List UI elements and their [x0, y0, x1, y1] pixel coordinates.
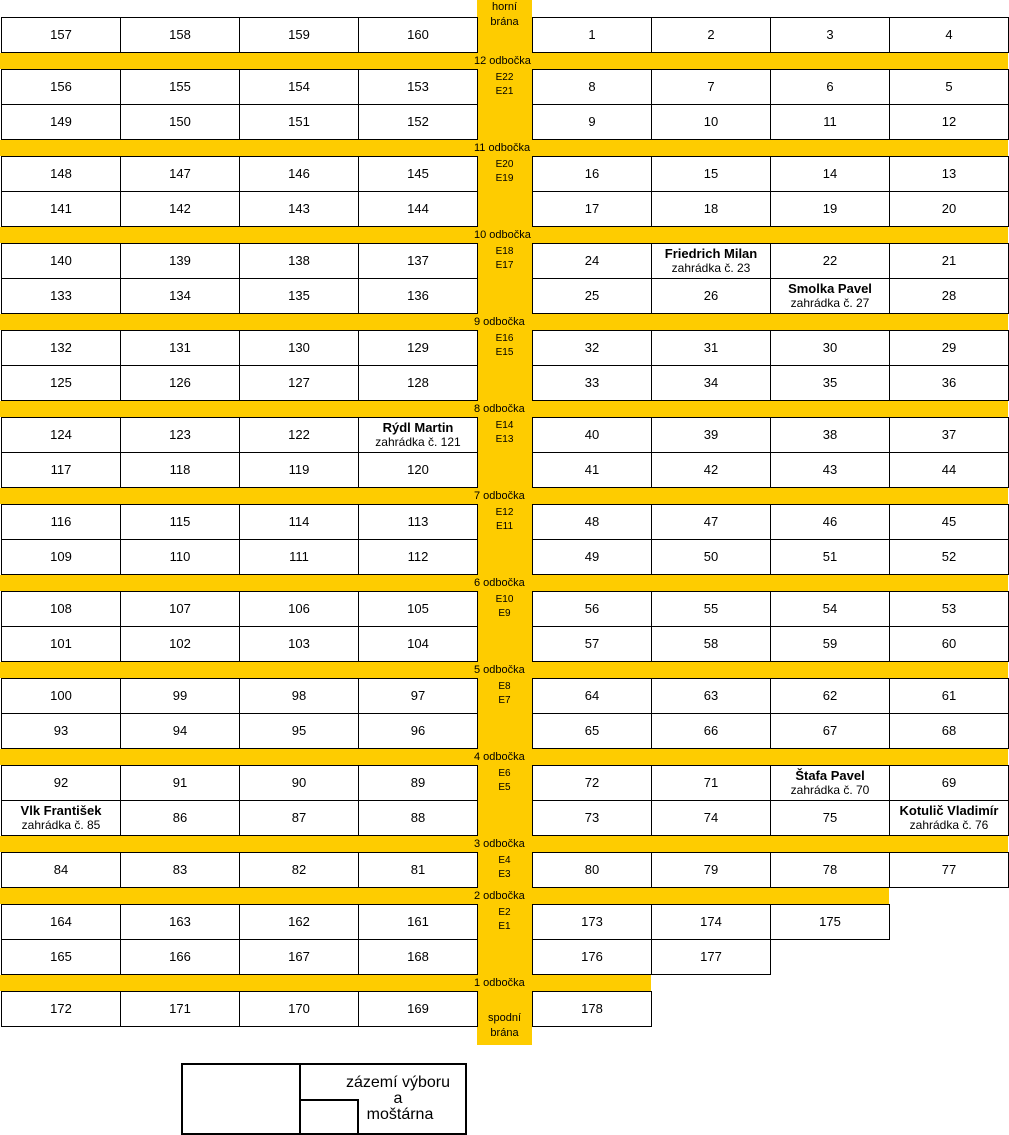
garden-plot: 37 — [889, 417, 1009, 453]
plot-number: zahrádka č. 85 — [21, 818, 101, 832]
garden-plot: 126 — [120, 365, 240, 401]
garden-plot: 80 — [532, 852, 652, 888]
electric-label: E12 E11 — [495, 507, 514, 532]
garden-plot: 168 — [358, 939, 478, 975]
garden-plot: 21 — [889, 243, 1009, 279]
garden-plot: 14 — [770, 156, 890, 192]
garden-plot: 3 — [770, 17, 890, 53]
garden-plot: 144 — [358, 191, 478, 227]
garden-plot: 147 — [120, 156, 240, 192]
plot-owner: Štafa Pavel — [795, 768, 865, 783]
garden-plot: 148 — [1, 156, 121, 192]
garden-plot: 31 — [651, 330, 771, 366]
bottom-gate: spodní brána — [487, 1012, 522, 1039]
garden-plot: 36 — [889, 365, 1009, 401]
electric-label: E8 E7 — [498, 681, 511, 706]
garden-plot: 120 — [358, 452, 478, 488]
road-label: 9 odbočka — [474, 316, 525, 328]
garden-plot: 44 — [889, 452, 1009, 488]
road-label: 7 odbočka — [474, 490, 525, 502]
garden-plot: 93 — [1, 713, 121, 749]
garden-plot: 99 — [120, 678, 240, 714]
garden-plot: 175 — [770, 904, 890, 940]
garden-plot: 32 — [532, 330, 652, 366]
garden-plot: 47 — [651, 504, 771, 540]
garden-plot: 146 — [239, 156, 359, 192]
plot-number: zahrádka č. 27 — [790, 296, 870, 310]
garden-plot: 72 — [532, 765, 652, 801]
garden-plot: 127 — [239, 365, 359, 401]
garden-plot: 172 — [1, 991, 121, 1027]
garden-plot: 131 — [120, 330, 240, 366]
garden-plot: 51 — [770, 539, 890, 575]
garden-plot: 15 — [651, 156, 771, 192]
garden-plot: 53 — [889, 591, 1009, 627]
garden-plot: 152 — [358, 104, 478, 140]
garden-plot: 109 — [1, 539, 121, 575]
road-label: 6 odbočka — [474, 577, 525, 589]
garden-plot: 67 — [770, 713, 890, 749]
plot-owner: Vlk František — [20, 803, 102, 818]
garden-plot: 87 — [239, 800, 359, 836]
garden-plot: 112 — [358, 539, 478, 575]
garden-plot: 115 — [120, 504, 240, 540]
garden-plot: 137 — [358, 243, 478, 279]
garden-plot: 154 — [239, 69, 359, 105]
garden-plot: 86 — [120, 800, 240, 836]
garden-plot: 162 — [239, 904, 359, 940]
garden-plot: 132 — [1, 330, 121, 366]
plot-number: zahrádka č. 23 — [671, 261, 751, 275]
garden-plot: 16 — [532, 156, 652, 192]
garden-plot: 163 — [120, 904, 240, 940]
building-label-3: moštárna — [366, 1106, 434, 1123]
garden-plot: 56 — [532, 591, 652, 627]
garden-plot: 13 — [889, 156, 1009, 192]
garden-plot: 135 — [239, 278, 359, 314]
electric-label: E4 E3 — [498, 855, 511, 880]
garden-plot: 64 — [532, 678, 652, 714]
garden-plot: 59 — [770, 626, 890, 662]
garden-plot: 58 — [651, 626, 771, 662]
garden-plot: 117 — [1, 452, 121, 488]
garden-plot — [770, 765, 890, 801]
electric-label: E14 E13 — [495, 420, 514, 445]
garden-plot: 61 — [889, 678, 1009, 714]
garden-plot: 104 — [358, 626, 478, 662]
garden-plot: 19 — [770, 191, 890, 227]
garden-plot: 123 — [120, 417, 240, 453]
garden-plot: 118 — [120, 452, 240, 488]
garden-plot: 165 — [1, 939, 121, 975]
garden-plot: 24 — [532, 243, 652, 279]
garden-plot: 63 — [651, 678, 771, 714]
garden-plot: 111 — [239, 539, 359, 575]
garden-plot: 50 — [651, 539, 771, 575]
garden-plot: 35 — [770, 365, 890, 401]
electric-label: E20 E19 — [495, 159, 514, 184]
road-label: 2 odbočka — [474, 890, 525, 902]
garden-plot: 74 — [651, 800, 771, 836]
building-edge — [181, 1063, 183, 1135]
garden-plot: 7 — [651, 69, 771, 105]
garden-plot: 20 — [889, 191, 1009, 227]
garden-plot: 43 — [770, 452, 890, 488]
garden-plot: 140 — [1, 243, 121, 279]
garden-plot: 95 — [239, 713, 359, 749]
garden-plot: 102 — [120, 626, 240, 662]
garden-plot: 55 — [651, 591, 771, 627]
garden-plot: 116 — [1, 504, 121, 540]
garden-plot: 133 — [1, 278, 121, 314]
garden-plot: 42 — [651, 452, 771, 488]
garden-plot: 130 — [239, 330, 359, 366]
garden-plot: 77 — [889, 852, 1009, 888]
garden-plot: 149 — [1, 104, 121, 140]
garden-plot: 39 — [651, 417, 771, 453]
garden-plot: 110 — [120, 539, 240, 575]
garden-plot: 34 — [651, 365, 771, 401]
garden-plot — [358, 417, 478, 453]
garden-plot: 96 — [358, 713, 478, 749]
garden-plot: 173 — [532, 904, 652, 940]
garden-plot: 167 — [239, 939, 359, 975]
garden-plot: 68 — [889, 713, 1009, 749]
garden-plot: 158 — [120, 17, 240, 53]
garden-plot: 79 — [651, 852, 771, 888]
garden-plot: 176 — [532, 939, 652, 975]
road-label: 4 odbočka — [474, 751, 525, 763]
road-1 — [0, 975, 651, 991]
garden-plot: 29 — [889, 330, 1009, 366]
garden-plot: 5 — [889, 69, 1009, 105]
garden-plot: 90 — [239, 765, 359, 801]
garden-plot: 71 — [651, 765, 771, 801]
garden-plot: 98 — [239, 678, 359, 714]
garden-plot: 66 — [651, 713, 771, 749]
road-label: 5 odbočka — [474, 664, 525, 676]
plot-owner: Friedrich Milan — [664, 246, 758, 261]
garden-plot: 75 — [770, 800, 890, 836]
garden-plot: 107 — [120, 591, 240, 627]
garden-plot: 45 — [889, 504, 1009, 540]
plot-number: zahrádka č. 70 — [790, 783, 870, 797]
garden-plot: 145 — [358, 156, 478, 192]
garden-plot: 1 — [532, 17, 652, 53]
garden-plot: 83 — [120, 852, 240, 888]
garden-plot: 161 — [358, 904, 478, 940]
garden-plot: 46 — [770, 504, 890, 540]
garden-plot: 138 — [239, 243, 359, 279]
garden-plot: 84 — [1, 852, 121, 888]
garden-plot: 113 — [358, 504, 478, 540]
garden-plot: 38 — [770, 417, 890, 453]
garden-plot: 52 — [889, 539, 1009, 575]
garden-plot: 49 — [532, 539, 652, 575]
garden-plot: 124 — [1, 417, 121, 453]
garden-plot: 11 — [770, 104, 890, 140]
garden-plot: 103 — [239, 626, 359, 662]
garden-plot: 174 — [651, 904, 771, 940]
garden-plot: 25 — [532, 278, 652, 314]
garden-plot: 60 — [889, 626, 1009, 662]
garden-plot: 62 — [770, 678, 890, 714]
electric-label: E6 E5 — [498, 768, 511, 793]
plot-number: zahrádka č. 121 — [375, 435, 461, 449]
garden-plot: 153 — [358, 69, 478, 105]
garden-plot: 155 — [120, 69, 240, 105]
garden-plot — [1, 800, 121, 836]
garden-plot: 136 — [358, 278, 478, 314]
building-label-1: zázemí výboru — [345, 1074, 451, 1091]
garden-plot: 122 — [239, 417, 359, 453]
road-label: 10 odbočka — [474, 229, 531, 241]
garden-plot: 128 — [358, 365, 478, 401]
garden-plot: 10 — [651, 104, 771, 140]
garden-plot: 150 — [120, 104, 240, 140]
plot-number: zahrádka č. 76 — [909, 818, 989, 832]
garden-plot: 156 — [1, 69, 121, 105]
top-gate: horní brána — [490, 1, 519, 28]
building-label-2: a — [393, 1090, 403, 1107]
building-edge — [181, 1063, 467, 1065]
garden-plot: 81 — [358, 852, 478, 888]
electric-label: E18 E17 — [495, 246, 514, 271]
garden-plot: 178 — [532, 991, 652, 1027]
garden-plot: 160 — [358, 17, 478, 53]
road-2 — [0, 888, 889, 904]
garden-plot: 54 — [770, 591, 890, 627]
garden-plot: 78 — [770, 852, 890, 888]
road-label: 3 odbočka — [474, 838, 525, 850]
garden-plot: 33 — [532, 365, 652, 401]
garden-plot: 48 — [532, 504, 652, 540]
garden-plot: 65 — [532, 713, 652, 749]
garden-plot — [770, 278, 890, 314]
electric-label: E2 E1 — [498, 907, 511, 932]
garden-plot: 100 — [1, 678, 121, 714]
garden-plot: 91 — [120, 765, 240, 801]
garden-plot: 9 — [532, 104, 652, 140]
garden-plot: 26 — [651, 278, 771, 314]
garden-plot: 171 — [120, 991, 240, 1027]
garden-plot: 41 — [532, 452, 652, 488]
garden-plot: 134 — [120, 278, 240, 314]
electric-label: E16 E15 — [495, 333, 514, 358]
garden-plot: 119 — [239, 452, 359, 488]
electric-label: E10 E9 — [495, 594, 514, 619]
garden-plot: 101 — [1, 626, 121, 662]
garden-plot: 170 — [239, 991, 359, 1027]
plot-owner: Kotulič Vladimír — [899, 803, 999, 818]
garden-plot: 177 — [651, 939, 771, 975]
garden-plot: 12 — [889, 104, 1009, 140]
garden-plot — [651, 243, 771, 279]
garden-plot: 129 — [358, 330, 478, 366]
garden-plot: 30 — [770, 330, 890, 366]
garden-plot: 143 — [239, 191, 359, 227]
garden-plot: 139 — [120, 243, 240, 279]
garden-plot: 142 — [120, 191, 240, 227]
garden-plot: 69 — [889, 765, 1009, 801]
road-label: 8 odbočka — [474, 403, 525, 415]
garden-plot: 166 — [120, 939, 240, 975]
garden-plot: 89 — [358, 765, 478, 801]
garden-plot: 108 — [1, 591, 121, 627]
garden-plot: 8 — [532, 69, 652, 105]
garden-plot: 159 — [239, 17, 359, 53]
garden-plot: 114 — [239, 504, 359, 540]
garden-plot: 141 — [1, 191, 121, 227]
garden-plot: 105 — [358, 591, 478, 627]
garden-plot: 157 — [1, 17, 121, 53]
garden-plot: 151 — [239, 104, 359, 140]
garden-plot: 82 — [239, 852, 359, 888]
road-label: 11 odbočka — [474, 142, 531, 154]
garden-plot: 125 — [1, 365, 121, 401]
garden-plot: 28 — [889, 278, 1009, 314]
road-label: 12 odbočka — [474, 55, 531, 67]
garden-plot: 57 — [532, 626, 652, 662]
garden-plot: 2 — [651, 17, 771, 53]
road-label: 1 odbočka — [474, 977, 525, 989]
garden-plot — [889, 800, 1009, 836]
garden-plot: 94 — [120, 713, 240, 749]
garden-plot: 97 — [358, 678, 478, 714]
garden-plot: 6 — [770, 69, 890, 105]
plot-owner: Rýdl Martin — [382, 420, 454, 435]
garden-plot: 106 — [239, 591, 359, 627]
garden-plot: 92 — [1, 765, 121, 801]
garden-plot: 164 — [1, 904, 121, 940]
electric-label: E22 E21 — [495, 72, 514, 97]
garden-plot: 88 — [358, 800, 478, 836]
plot-owner: Smolka Pavel — [788, 281, 872, 296]
garden-plot: 18 — [651, 191, 771, 227]
garden-plot: 40 — [532, 417, 652, 453]
garden-plot: 169 — [358, 991, 478, 1027]
garden-plot: 73 — [532, 800, 652, 836]
garden-plot: 17 — [532, 191, 652, 227]
garden-plot: 4 — [889, 17, 1009, 53]
garden-plot: 22 — [770, 243, 890, 279]
